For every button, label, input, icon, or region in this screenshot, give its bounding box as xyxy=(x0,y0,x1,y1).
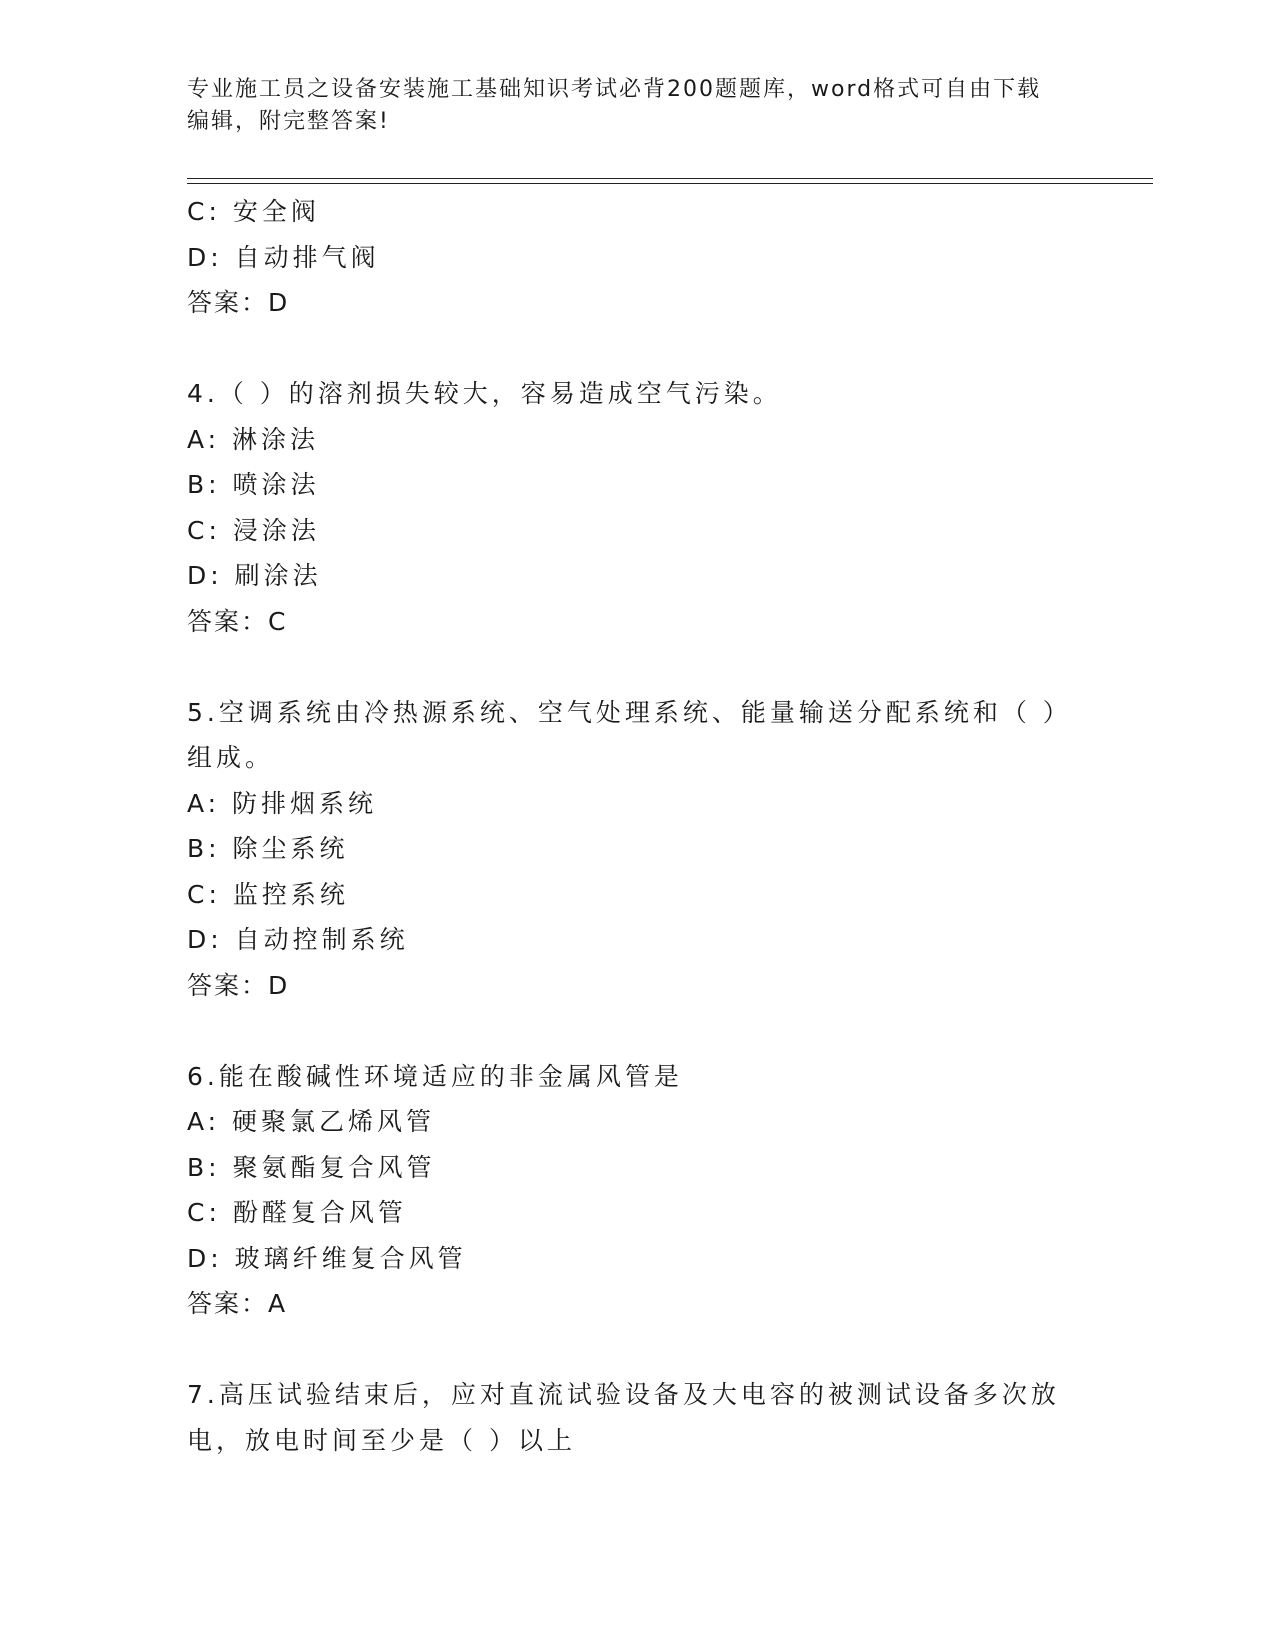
q7-question-text-line-1: 7.高压试验结束后，应对直流试验设备及大电容的被测试设备多次放 xyxy=(187,1380,1060,1409)
q4-option-b: B: 喷涂法 xyxy=(187,470,320,499)
q3-answer-value: D xyxy=(268,288,288,317)
q5-answer-label: 答案： xyxy=(187,970,269,1000)
header-title-line-1: 专业施工员之设备安装施工基础知识考试必背200题题库，word格式可自由下载 xyxy=(187,77,1042,102)
q5-option-a: A: 防排烟系统 xyxy=(187,788,378,818)
q6-answer xyxy=(187,1281,1147,1327)
q5-question-text-line-2: 组成。 xyxy=(187,743,275,772)
question-6 xyxy=(187,1054,1147,1327)
document-header xyxy=(187,74,1067,138)
header-divider-bottom xyxy=(187,183,1153,184)
spacer xyxy=(187,326,1147,372)
q4-answer-label: 答案： xyxy=(187,606,269,636)
q3-answer xyxy=(187,280,1147,326)
header-divider-top xyxy=(187,178,1153,179)
q5-option-c: C: 监控系统 xyxy=(187,879,349,909)
q4-answer-value: C xyxy=(268,606,286,636)
q3-option-c: C: 安全阀 xyxy=(187,197,320,226)
q4-option-a: A: 淋涂法 xyxy=(187,424,320,454)
q4-question-text: 4.（ ）的溶剂损失较大，容易造成空气污染。 xyxy=(187,379,782,408)
question-7 xyxy=(187,1372,1147,1463)
header-title-line-2: 编辑，附完整答案! xyxy=(187,109,390,134)
spacer xyxy=(187,1008,1147,1054)
question-5 xyxy=(187,690,1147,1009)
q5-option-d: D: 自动控制系统 xyxy=(187,925,409,954)
q6-question-text: 6.能在酸碱性环境适应的非金属风管是 xyxy=(187,1061,683,1091)
q6-answer-value: A xyxy=(268,1289,286,1318)
q6-option-a: A: 硬聚氯乙烯风管 xyxy=(187,1107,436,1136)
spacer xyxy=(187,644,1147,690)
q6-option-c: C: 酚醛复合风管 xyxy=(187,1198,407,1227)
q4-answer xyxy=(187,599,1147,645)
q5-option-b: B: 除尘系统 xyxy=(187,834,349,863)
q7-question-text-line-2: 电，放电时间至少是（ ）以上 xyxy=(187,1425,576,1455)
spacer xyxy=(187,1327,1147,1373)
q3-answer-label: 答案： xyxy=(187,288,269,317)
q5-answer xyxy=(187,963,1147,1009)
question-list xyxy=(187,189,1147,1463)
q5-question-text-line-1: 5.空调系统由冷热源系统、空气处理系统、能量输送分配系统和（ ） xyxy=(187,697,1072,727)
q4-option-d: D: 刷涂法 xyxy=(187,561,322,590)
q6-option-b: B: 聚氨酯复合风管 xyxy=(187,1152,436,1182)
q6-answer-label: 答案： xyxy=(187,1289,269,1318)
q4-option-c: C: 浸涂法 xyxy=(187,515,320,545)
q6-option-d: D: 玻璃纤维复合风管 xyxy=(187,1243,467,1273)
q5-answer-value: D xyxy=(268,970,288,1000)
question-4 xyxy=(187,371,1147,644)
q3-option-d: D: 自动排气阀 xyxy=(187,242,380,272)
question-3 xyxy=(187,189,1147,326)
